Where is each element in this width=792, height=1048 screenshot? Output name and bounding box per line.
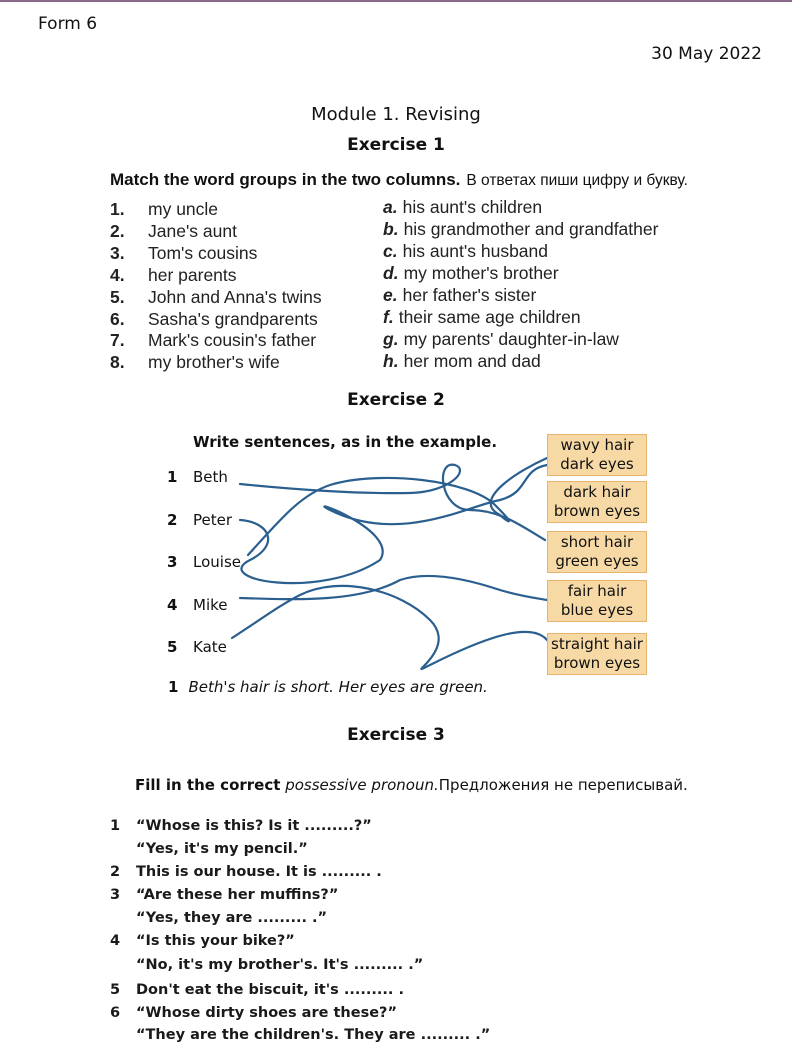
trait-hair: dark hair [563,483,631,501]
name-row [167,553,241,571]
trait-box [547,580,647,622]
right-item-letter: d. [383,263,399,283]
module-title: Module 1. Revising [311,104,481,125]
sentence-number: 5 [110,982,121,998]
left-item-number: 5. [110,287,125,307]
exercise1-title: Exercise 1 [347,135,445,155]
right-item-letter: h. [383,351,399,371]
tangle-line-louise [248,458,547,555]
sentence-line [110,910,327,926]
sentence-number: 3 [110,887,121,903]
left-item-text: Mark's cousin's father [148,330,317,350]
trait-box [547,481,647,523]
trait-eyes: brown eyes [553,502,641,520]
tangle-line-peter [240,465,547,583]
exercise3-instruction-italic: possessive pronoun. [285,776,439,794]
trait-hair: wavy hair [560,436,634,454]
trait-eyes: blue eyes [560,601,634,619]
sentence-text: “Yes, they are ......... .” [136,910,328,926]
sentence-text: “Yes, it's my pencil.” [136,841,308,857]
left-item-text: Tom's cousins [148,243,258,263]
right-item-letter: f. [383,307,394,327]
right-item-letter: b. [383,219,399,239]
left-item-text: my brother's wife [148,352,280,372]
trait-box [547,531,647,573]
sentence-number: 1 [110,818,121,834]
left-item-text: John and Anna's twins [148,287,322,307]
exercise3-instruction-ru: Предложения не переписывай. [438,776,688,794]
right-item-letter: a. [383,197,398,217]
left-item-text: Jane's aunt [148,221,237,241]
right-item-text: her mom and dad [403,351,541,371]
trait-eyes: green eyes [555,552,639,570]
name-text: Mike [193,596,228,614]
name-row [167,638,227,656]
name-number: 3 [167,553,178,571]
right-item-text: his grandmother and grandfather [403,219,659,239]
left-item-number: 3. [110,243,125,263]
sentence-line [110,1027,490,1043]
exercise2-title: Exercise 2 [347,390,445,410]
trait-box [547,434,647,476]
left-item-number: 4. [110,265,125,285]
example-number: 1 [168,678,179,696]
left-item-number: 8. [110,352,125,372]
sentence-number: 4 [110,933,121,949]
right-item-text: his aunt's husband [402,241,549,261]
sentence-text: “Is this your bike?” [136,933,295,949]
sentence-line [110,982,404,998]
sentence-line [110,887,338,903]
name-number: 4 [167,596,178,614]
sentence-text: “Whose is this? Is it .........?” [136,818,372,834]
left-item-text: my uncle [148,199,219,219]
name-text: Peter [193,511,233,529]
sentence-number: 6 [110,1005,121,1021]
name-text: Beth [193,468,228,486]
sentence-line [110,864,382,880]
left-item-number: 1. [110,199,125,219]
sentence-line [110,1005,397,1021]
left-item-text: her parents [148,265,237,285]
trait-hair: fair hair [567,582,627,600]
sentence-text: “No, it's my brother's. It's ......... .” [136,957,424,973]
right-item-text: his aunt's children [402,197,543,217]
right-item-text: their same age children [398,307,581,327]
left-item-number: 2. [110,221,125,241]
trait-hair: short hair [560,533,634,551]
exercise1-instruction-en: Match the word groups in the two columns. [110,170,461,189]
right-item-letter: c. [383,241,398,261]
trait-eyes: dark eyes [560,455,634,473]
name-text: Kate [193,638,227,656]
sentence-line [110,841,308,857]
name-number: 5 [167,638,178,656]
right-item-letter: g. [383,329,399,349]
sentence-text: Don't eat the biscuit, it's ......... . [136,982,404,998]
sentence-text: “Whose dirty shoes are these?” [136,1005,397,1021]
sentence-text: “They are the children's. They are ......... .” [136,1027,491,1043]
right-item-text: my parents' daughter-in-law [403,329,619,349]
name-row [167,511,232,529]
sentence-line [110,933,295,949]
exercise3-instruction [135,776,688,794]
form-label: Form 6 [38,14,98,34]
right-item-text: my mother's brother [403,263,559,283]
sentence-line [110,818,372,834]
right-item-text: her father's sister [402,285,537,305]
tangle-line-beth [240,465,545,540]
name-number: 2 [167,511,178,529]
exercise2-example [168,678,488,696]
sentence-number: 2 [110,864,121,880]
trait-eyes: brown eyes [553,654,641,672]
exercise2-instruction: Write sentences, as in the example. [193,433,498,451]
date: 30 May 2022 [651,44,762,64]
name-text: Louise [193,553,241,571]
name-row [167,468,228,486]
exercise1-instruction-ru: В ответах пиши цифру и букву. [466,172,688,189]
sentence-line [110,957,423,973]
trait-box [547,633,647,675]
sentence-text: “Are these her muffins?” [136,887,339,903]
left-item-number: 6. [110,309,125,329]
name-row [167,596,228,614]
left-item-number: 7. [110,330,125,350]
left-item-text: Sasha's grandparents [148,309,318,329]
exercise3-instruction-bold: Fill in the correct [135,776,281,794]
exercise3-title: Exercise 3 [347,725,445,745]
name-number: 1 [167,468,178,486]
right-item-letter: e. [383,285,398,305]
trait-hair: straight hair [551,635,643,653]
sentence-text: This is our house. It is ......... . [136,864,382,880]
example-text: Beth's hair is short. Her eyes are green. [188,678,488,696]
